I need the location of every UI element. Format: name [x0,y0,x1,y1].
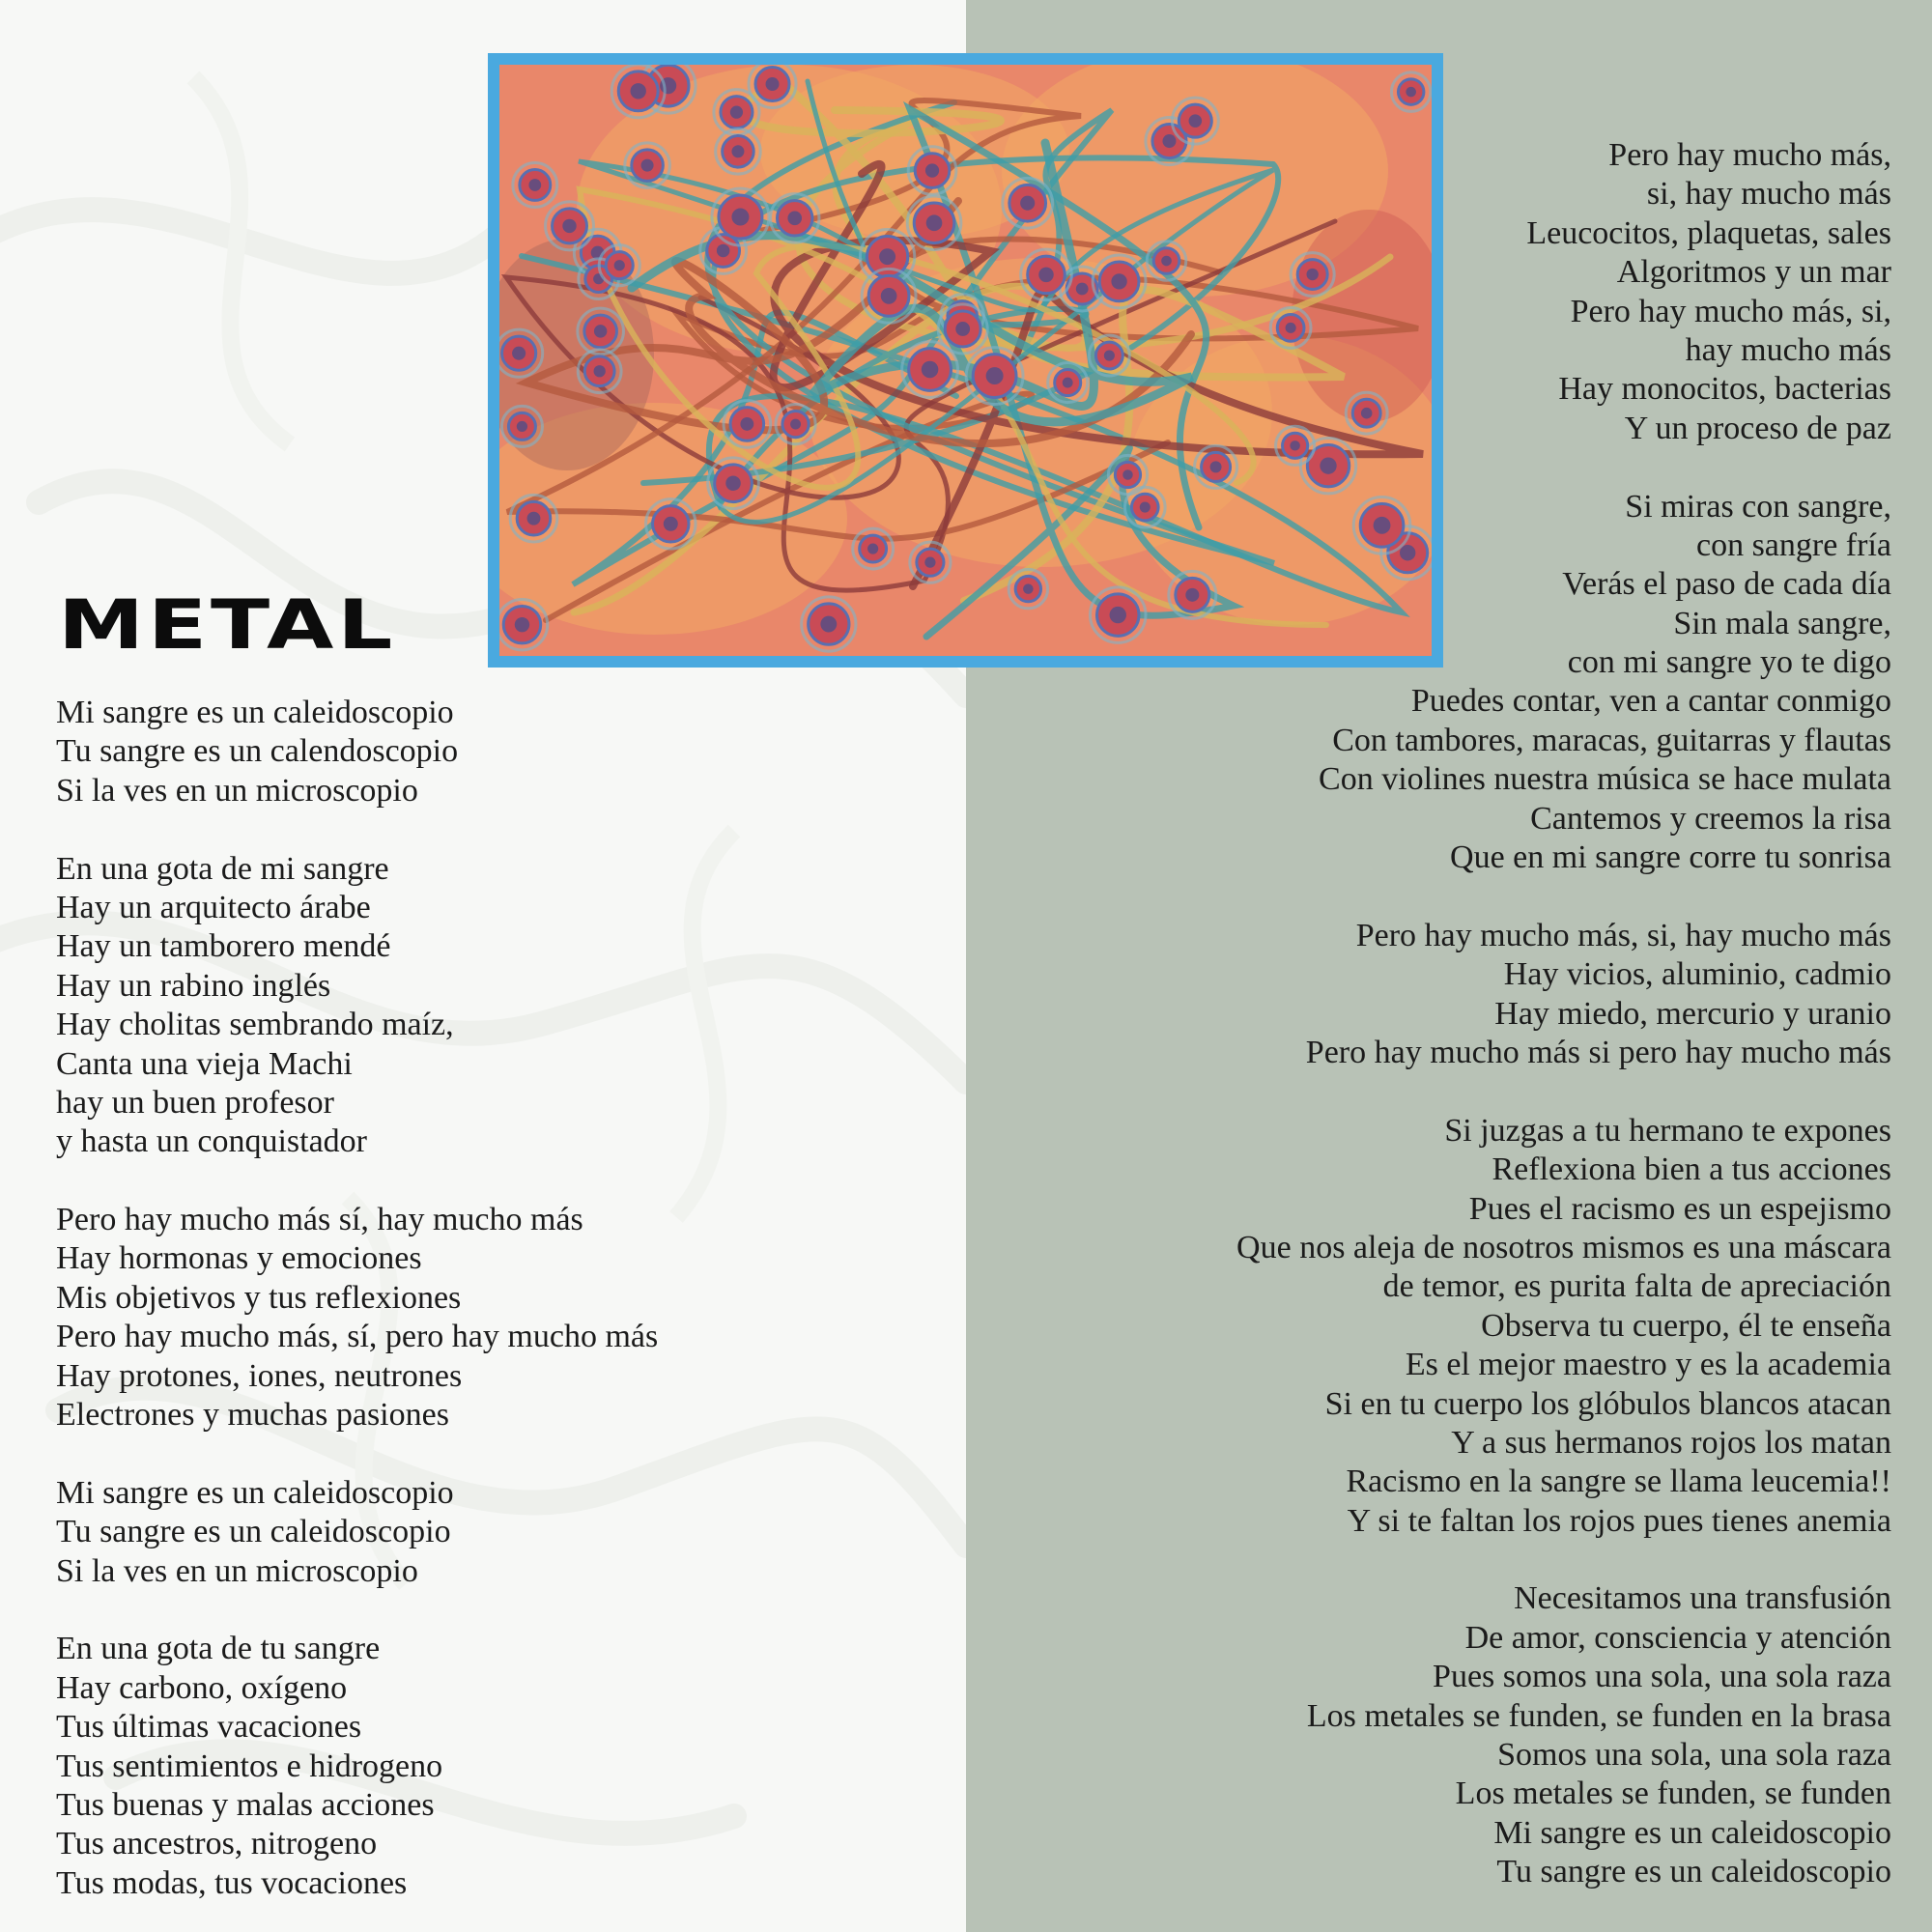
blood-cell-nucleus [717,244,729,257]
lyric-line: Pero hay mucho más, sí, pero hay mucho más [56,1319,659,1355]
lyric-line: Hay monocitos, bacterias [1558,371,1891,408]
lyric-line: con mi sangre yo te digo [1567,644,1891,681]
stanza-gap [56,1591,658,1630]
lyric-line: Si juzgas a tu hermano te expones [1444,1112,1891,1149]
blood-cell-nucleus [528,179,541,191]
blood-cell-nucleus [1161,256,1172,267]
lyric-line: hay un buen profesor [56,1084,334,1121]
poem-title: METAL [58,585,397,665]
lyric-line: Si miras con sangre, [1625,488,1891,525]
lyric-line: Leucocitos, plaquetas, sales [1526,214,1891,251]
lyric-line: Hay un tamborero mendé [56,928,391,965]
lyric-line: Es el mejor maestro y es la academia [1405,1347,1891,1383]
lyric-line: Sin mala sangre, [1673,605,1891,641]
blood-cell-nucleus [1290,440,1299,450]
blood-cell-nucleus [517,421,527,432]
lyric-line: Pero hay mucho más, [1608,137,1891,173]
blood-cell-nucleus [922,361,939,379]
lyric-line: Mis objetivos y tus reflexiones [56,1279,462,1316]
lyric-line: En una gota de mi sangre [56,850,389,887]
left-lyrics [56,694,658,1903]
lyric-line: Pues somos una sola, una sola raza [1433,1659,1891,1695]
lyric-line: Y un proceso de paz [1624,410,1891,446]
lyric-line: Tus sentimientos e hidrogeno [56,1747,443,1784]
blood-cell-nucleus [731,209,749,226]
lyric-line: Observa tu cuerpo, él te enseña [1481,1307,1891,1344]
blood-cell-nucleus [1162,134,1176,148]
lyric-line: y hasta un conquistador [56,1123,367,1160]
painting-artwork [488,53,1443,668]
lyric-line: Hay protones, iones, neutrones [56,1357,463,1394]
blood-cell-nucleus [731,145,744,157]
blood-cell-nucleus [1020,196,1035,211]
stanza-gap [56,1435,658,1473]
stanza-gap [1236,1541,1891,1579]
lyric-line: Pero hay mucho más sí, hay mucho más [56,1202,583,1238]
blood-cell-nucleus [1406,87,1416,98]
lyric-line: Hay vicios, aluminio, cadmio [1503,956,1891,993]
blood-cell-nucleus [641,159,654,172]
lyric-line: Pues el racismo es un espejismo [1468,1190,1891,1227]
blood-cell-nucleus [790,419,801,430]
blood-cell-nucleus [766,77,780,91]
blood-cell-nucleus [664,517,678,531]
lyric-line: Tu sangre es un calendoscopio [56,733,459,770]
lyric-line: Con tambores, maracas, guitarras y flautas [1332,722,1891,758]
blood-cell-nucleus [1140,502,1151,513]
blood-cell-nucleus [925,163,939,177]
blood-cell-nucleus [1185,588,1199,602]
blood-cell-nucleus [594,325,607,337]
blood-cell-nucleus [1210,461,1222,472]
blood-cell-nucleus [730,106,743,119]
lyric-line: Los metales se funden, se funden en la brasa [1306,1697,1891,1734]
lyric-line: Hay un arquitecto árabe [56,889,371,925]
blood-cell-nucleus [1306,269,1318,280]
lyric-line: Hay un rabino inglés [56,967,331,1004]
blood-cell-nucleus [527,512,541,526]
lyric-line: si, hay mucho más [1646,176,1891,213]
lyric-line: Racismo en la sangre se llama leucemia!! [1346,1463,1891,1500]
blood-cell-nucleus [740,417,753,431]
lyric-line: Hay cholitas sembrando maíz, [56,1007,454,1043]
lyric-line: Tus últimas vacaciones [56,1709,362,1746]
lyric-line: Si en tu cuerpo los glóbulos blancos atacan [1324,1385,1891,1422]
blood-cell-nucleus [955,322,970,336]
blood-cell-nucleus [1111,273,1126,289]
blood-cell-nucleus [1038,268,1053,282]
blood-cell-nucleus [1023,583,1034,594]
lyric-line: Que nos aleja de nosotros mismos es una máscara [1236,1229,1891,1265]
blood-cell-nucleus [725,476,740,491]
lyric-line: Pero hay mucho más si pero hay mucho más [1305,1034,1891,1070]
lyric-line: Los metales se funden, se funden [1455,1776,1891,1812]
blood-cell-nucleus [512,347,526,360]
lyric-line: Pero hay mucho más, si, [1570,293,1891,329]
stanza-gap [1236,1072,1891,1111]
blood-cell-nucleus [881,288,897,304]
blood-cell-nucleus [631,83,646,99]
lyric-line: Hay miedo, mercurio y uranio [1494,995,1891,1032]
lyric-line: Mi sangre es un caleidoscopio [56,695,454,730]
lyric-line: Tu sangre es un caleidoscopio [56,1514,451,1550]
lyric-line: Tu sangre es un caleidoscopio [1496,1854,1891,1890]
lyric-line: Mi sangre es un caleidoscopio [56,1474,454,1511]
stanza-gap [56,810,658,849]
stanza-gap [1236,877,1891,916]
blood-cell-nucleus [1122,469,1133,480]
lyric-line: De amor, consciencia y atención [1464,1619,1891,1656]
lyric-line: En una gota de tu sangre [56,1631,381,1667]
blood-cell-nucleus [986,367,1004,384]
blood-cell-nucleus [924,557,935,568]
lyric-line: Verás el paso de cada día [1562,566,1891,603]
lyric-line: Si la ves en un microscopio [56,772,418,809]
blood-cell-nucleus [1104,350,1115,360]
lyric-line: Tus ancestros, nitrogeno [56,1826,378,1862]
lyric-line: Con violines nuestra música se hace mulata [1319,761,1891,798]
lyric-line: Reflexiona bien a tus acciones [1492,1151,1891,1188]
blood-cell-nucleus [562,219,576,233]
lyric-line: Tus buenas y malas acciones [56,1786,435,1823]
stanza-gap [56,1162,658,1201]
lyric-line: con sangre fría [1695,526,1891,563]
blood-cell-nucleus [820,616,837,633]
blood-cell-nucleus [867,543,878,554]
blood-cell-nucleus [1320,458,1336,474]
blood-cell-nucleus [1063,378,1073,388]
lyric-line: Pero hay mucho más, si, hay mucho más [1355,917,1891,953]
lyric-line: Mi sangre es un caleidoscopio [1493,1814,1891,1851]
blood-cell-nucleus [1189,114,1203,128]
lyric-line: de temor, es purita falta de apreciación [1382,1268,1891,1305]
blood-cell-nucleus [1286,323,1296,333]
lyric-line: hay mucho más [1685,331,1891,368]
lyric-line: Canta una vieja Machi [56,1045,353,1082]
blood-cell-nucleus [594,365,606,377]
blood-cell-nucleus [879,248,895,265]
lyric-line: Cantemos y creemos la risa [1530,800,1891,837]
blood-cell-nucleus [787,212,802,226]
lyric-line: Tus modas, tus vocaciones [56,1864,408,1901]
blood-cell-nucleus [1374,517,1391,534]
lyric-line: Algoritmos y un mar [1616,254,1891,291]
lyric-line: Hay hormonas y emociones [56,1240,422,1277]
lyric-line: Electrones y muchas pasiones [56,1397,449,1434]
lyric-line: Y si te faltan los rojos pues tienes anemia [1347,1502,1891,1539]
lyric-line: Somos una sola, una sola raza [1497,1737,1891,1774]
lyric-line: Necesitamos una transfusión [1514,1580,1891,1617]
blood-cell-nucleus [515,617,529,632]
lyric-line: Hay carbono, oxígeno [56,1669,348,1706]
blood-cell-nucleus [1110,607,1126,623]
blood-cell-nucleus [926,214,943,231]
lyric-line: Y a sus hermanos rojos los matan [1451,1424,1891,1461]
blood-cell-nucleus [1361,408,1373,419]
lyric-line: Que en mi sangre corre tu sonrisa [1450,839,1891,876]
lyric-line: Puedes contar, ven a cantar conmigo [1410,683,1891,720]
blood-cell-nucleus [1400,545,1415,560]
blood-cell-nucleus [614,260,625,270]
painting-canvas [499,65,1432,656]
blood-cell-nucleus [1076,283,1089,296]
lyric-line: Si la ves en un microscopio [56,1552,418,1589]
